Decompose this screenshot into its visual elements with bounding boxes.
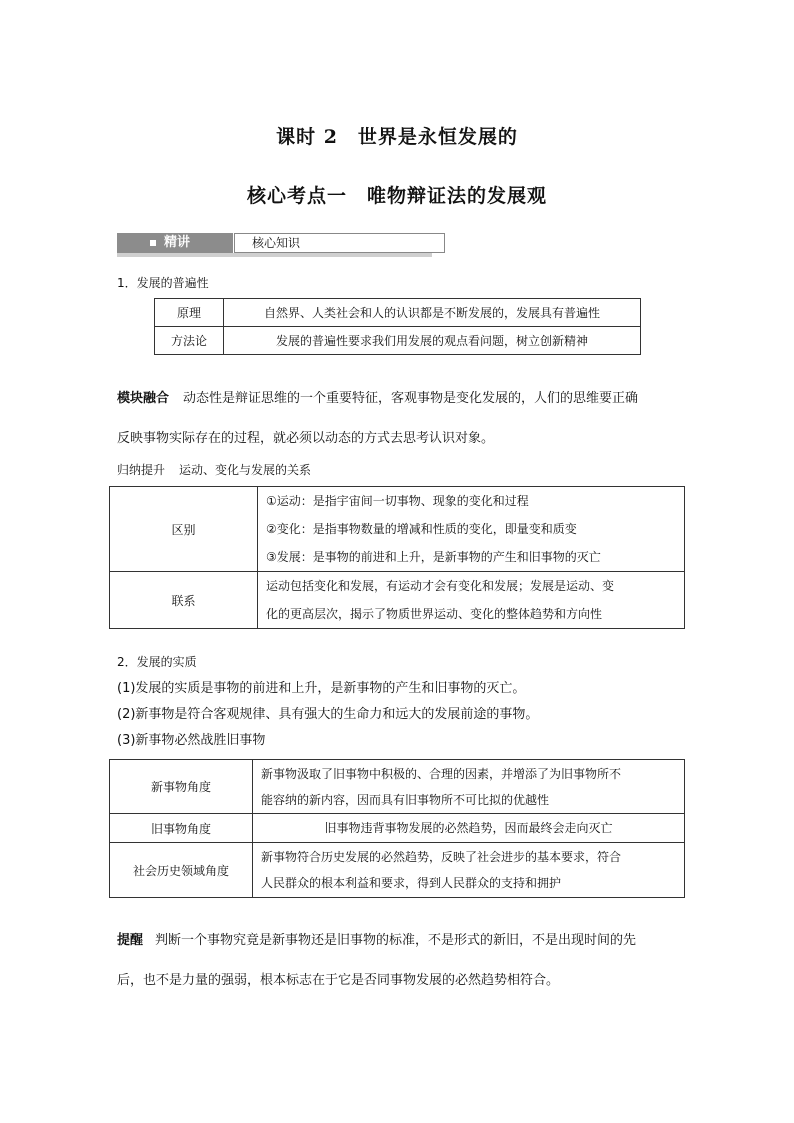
module-label: 模块融合: [117, 391, 170, 406]
table-row: [110, 814, 685, 843]
table-cell-value: 发展的普遍性要求我们用发展的观点看问题，树立创新精神: [224, 327, 641, 355]
module-line-1: [117, 387, 638, 406]
s1-table: [154, 298, 641, 355]
cell-line: 运动包括变化和发展，有运动才会有变化和发展；发展是运动、变: [266, 579, 615, 593]
cell-line: ②变化：是指事物数量的增减和性质的变化，即量变和质变: [266, 522, 577, 536]
summary-title: 运动、变化与发展的关系: [179, 463, 312, 477]
s2-heading: 2．发展的实质: [117, 655, 197, 669]
tip-line-1: [117, 929, 636, 948]
table-cell-key: 社会历史领域角度: [110, 843, 253, 898]
table-cell-value: [258, 572, 685, 629]
band-dark-tab: [117, 233, 233, 253]
lesson-title: 课时 2 世界是永恒发展的: [276, 126, 518, 148]
cell-line: 新事物汲取了旧事物中积极的、合理的因素，并增添了为旧事物所不: [261, 766, 622, 781]
table-cell-value: [253, 843, 685, 898]
summary-heading: [117, 462, 311, 478]
table-row: [110, 487, 685, 572]
module-line-2: 反映事物实际存在的过程，就必须以动态的方式去思考认识对象。: [117, 431, 495, 446]
s2-point-2: (2)新事物是符合客观规律、具有强大的生命力和远大的发展前途的事物。: [117, 707, 539, 722]
tip-text-1: 判断一个事物究竟是新事物还是旧事物的标准，不是形式的新旧，不是出现时间的先: [155, 933, 637, 948]
s2-point-3: (3)新事物必然战胜旧事物: [117, 733, 266, 748]
cell-line: 人民群众的根本利益和要求，得到人民群众的支持和拥护: [261, 876, 562, 890]
table-row: [110, 760, 685, 814]
cell-line: 能容纳的新内容，因而具有旧事物所不可比拟的优越性: [261, 792, 550, 807]
module-text-1: 动态性是辩证思维的一个重要特征，客观事物是变化发展的，人们的思维要正确: [183, 391, 639, 406]
table-cell-value: 自然界、人类社会和人的认识都是不断发展的，发展具有普遍性: [224, 299, 641, 327]
cell-line: 新事物符合历史发展的必然趋势，反映了社会进步的基本要求，符合: [261, 850, 622, 864]
tip-line-2: 后，也不是力量的强弱，根本标志在于它是否同事物发展的必然趋势相符合。: [117, 973, 560, 988]
table-row: [110, 843, 685, 898]
table-row: [155, 327, 641, 355]
band-shadow: [117, 253, 432, 257]
table-cell-key: 联系: [110, 572, 258, 629]
section-band: [117, 233, 432, 257]
band-light-label: 核心知识: [252, 236, 301, 250]
s1-heading: 1．发展的普遍性: [117, 276, 209, 290]
cell-line: ③发展：是事物的前进和上升，是新事物的产生和旧事物的灭亡: [266, 550, 601, 564]
table-cell-key: 原理: [155, 299, 224, 327]
band-dark-label: 精讲: [164, 235, 191, 250]
table-cell-value: [253, 814, 685, 843]
square-bullet-icon: [150, 240, 156, 246]
cell-line: 旧事物违背事物发展的必然趋势，因而最终会走向灭亡: [324, 821, 613, 835]
table-row: [110, 572, 685, 629]
cell-line: 化的更高层次，揭示了物质世界运动、变化的整体趋势和方向性: [266, 607, 603, 621]
tip-label: 提醒: [117, 933, 144, 948]
table-cell-key: 新事物角度: [110, 760, 253, 814]
band-light-tab: [234, 233, 445, 253]
cell-line: ①运动：是指宇宙间一切事物、现象的变化和过程: [266, 494, 529, 508]
table-cell-key: 旧事物角度: [110, 814, 253, 843]
table-cell-key: 方法论: [155, 327, 224, 355]
table-row: [155, 299, 641, 327]
summary-table: [109, 486, 685, 629]
s2-point-1: (1)发展的实质是事物的前进和上升，是新事物的产生和旧事物的灭亡。: [117, 681, 526, 696]
summary-label: 归纳提升: [117, 463, 166, 477]
section-title: 核心考点一 唯物辩证法的发展观: [246, 185, 547, 207]
s2-table: [109, 759, 685, 898]
table-cell-value: [258, 487, 685, 572]
table-cell-key: 区别: [110, 487, 258, 572]
table-cell-value: [253, 760, 685, 814]
